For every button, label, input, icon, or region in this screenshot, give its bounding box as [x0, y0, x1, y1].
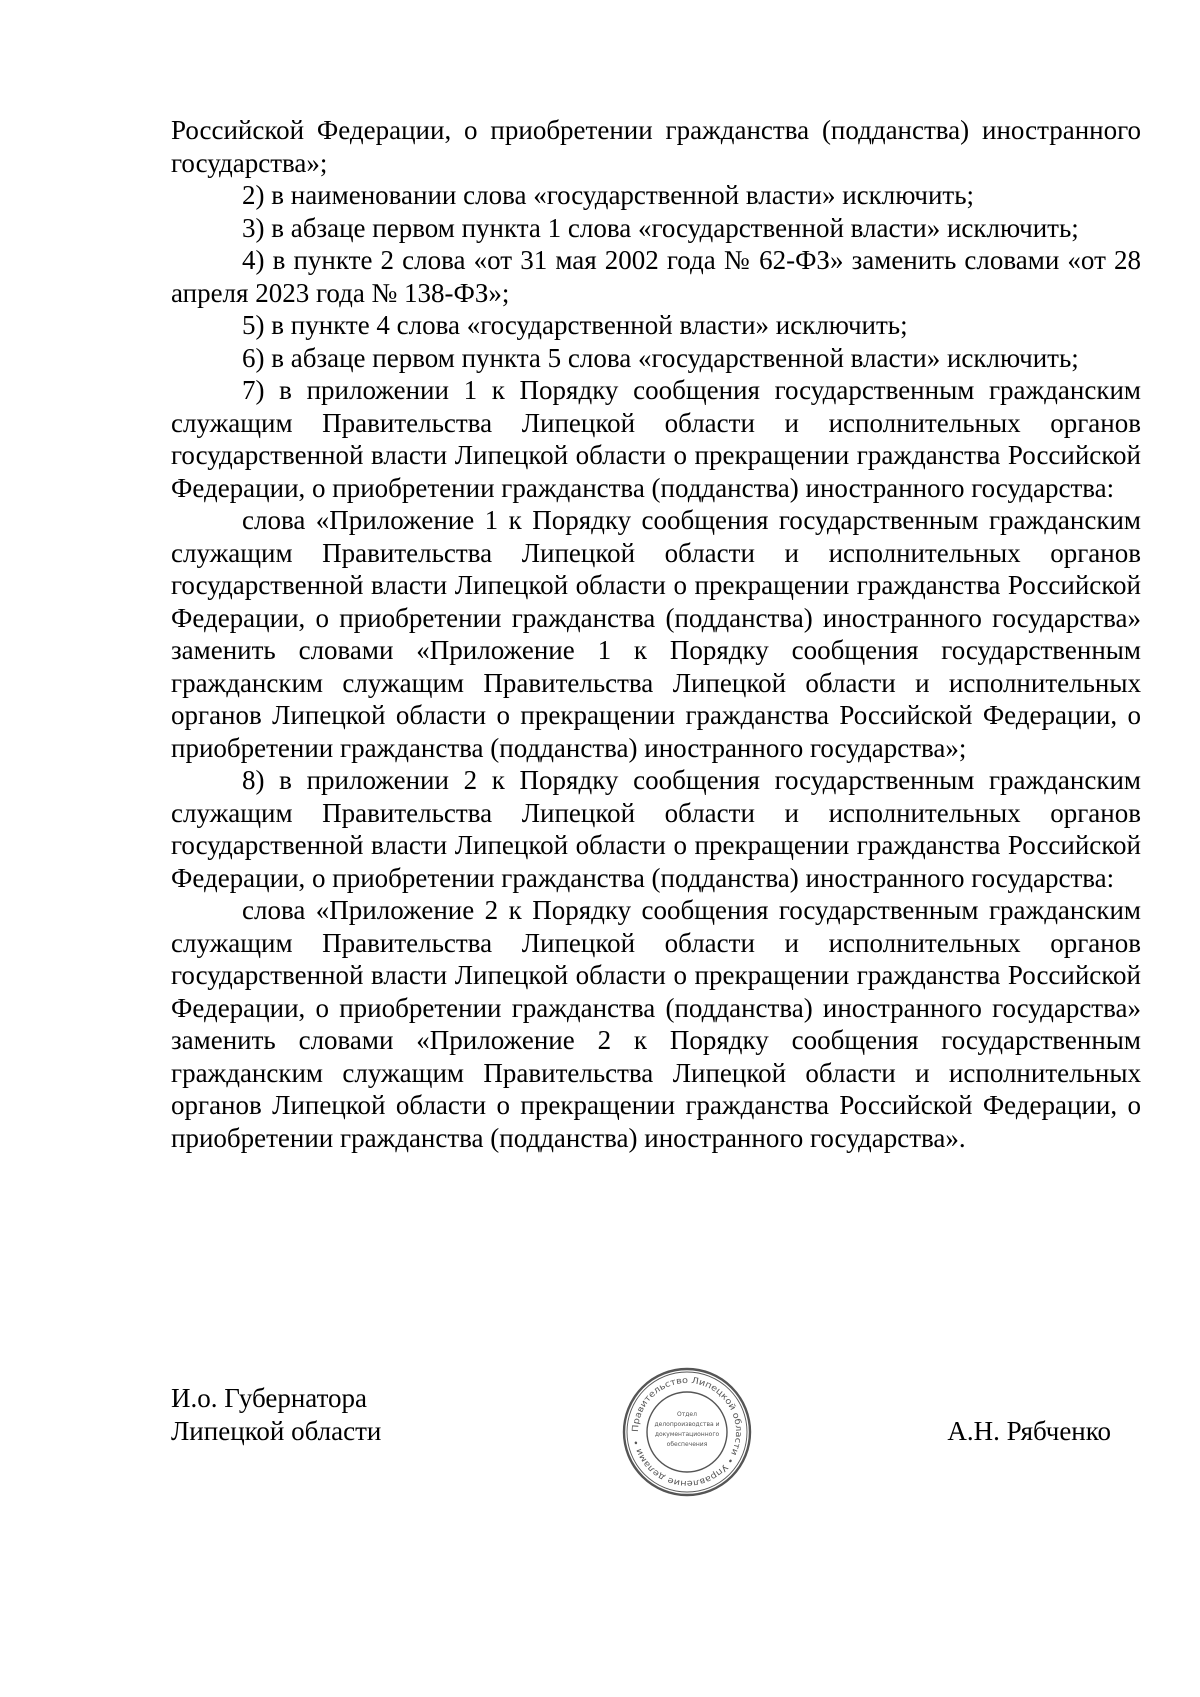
stamp-seal-graphic [619, 1364, 755, 1500]
signatory-position-line-1: И.о. Губернатора [171, 1383, 368, 1413]
paragraph-item-6: 6) в абзаце первом пункта 5 слова «государственной власти» исключить; [242, 342, 1079, 373]
paragraph-continuation: Российской Федерации, о приобретении гражданства (подданства) иностранного государства»; [171, 115, 1141, 178]
official-stamp [619, 1364, 755, 1500]
stamp-ring-textpath: Правительство Липецкой области • Управление делами • [630, 1375, 744, 1489]
paragraph-item-8-replacement: слова «Приложение 2 к Порядку сообщения государственным гражданским служащим Правительства Липецкой области и исполнительных органов государственной власти Липецкой области о прекращении гражданства Российской Федерации, о приобретении гражданства (подданства) иностранного государства» заменить словами «Приложение 2 к Порядку сообщения государственным гражданским служащим Правительства Липецкой области и исполнительных органов Липецкой области о прекращении гражданства Российской Федерации, о приобретении гражданства (подданства) иностранного государства». [171, 895, 1141, 1153]
document-body [171, 114, 1141, 1154]
signature-block [171, 1375, 1141, 1522]
paragraph-item-4: 4) в пункте 2 слова «от 31 мая 2002 года № 62-ФЗ» заменить словами «от 28 апреля 2023 года № 138-ФЗ»; [171, 245, 1141, 308]
signatory-name: А.Н. Рябченко [947, 1415, 1111, 1446]
paragraph-item-8: 8) в приложении 2 к Порядку сообщения государственным гражданским служащим Правительства Липецкой области и исполнительных органов государственной власти Липецкой области о прекращении гражданства Российской Федерации, о приобретении гражданства (подданства) иностранного государства: [171, 765, 1141, 893]
paragraph-item-2: 2) в наименовании слова «государственной власти» исключить; [242, 180, 975, 210]
paragraph-item-7: 7) в приложении 1 к Порядку сообщения государственным гражданским служащим Правительства Липецкой области и исполнительных органов государственной власти Липецкой области о прекращении гражданства Российской Федерации, о приобретении гражданства (подданства) иностранного государства: [171, 375, 1141, 503]
signatory-position [171, 1382, 381, 1447]
stamp-center-line-4: обеспечения [666, 1441, 708, 1448]
paragraph-item-5: 5) в пункте 4 слова «государственной власти» исключить; [242, 310, 908, 340]
stamp-center-line-3: документационного [654, 1431, 720, 1438]
paragraph-item-7-replacement: слова «Приложение 1 к Порядку сообщения государственным гражданским служащим Правительства Липецкой области и исполнительных органов государственной власти Липецкой области о прекращении гражданства Российской Федерации, о приобретении гражданства (подданства) иностранного государства» заменить словами «Приложение 1 к Порядку сообщения государственным гражданским служащим Правительства Липецкой области и исполнительных органов Липецкой области о прекращении гражданства Российской Федерации, о приобретении гражданства (подданства) иностранного государства»; [171, 505, 1141, 763]
paragraph-item-3: 3) в абзаце первом пункта 1 слова «государственной власти» исключить; [242, 212, 1079, 243]
stamp-center-line-2: делопроизводства и [654, 1421, 720, 1428]
stamp-center-line-1: Отдел [677, 1411, 697, 1418]
signatory-position-line-2: Липецкой области [171, 1415, 382, 1446]
